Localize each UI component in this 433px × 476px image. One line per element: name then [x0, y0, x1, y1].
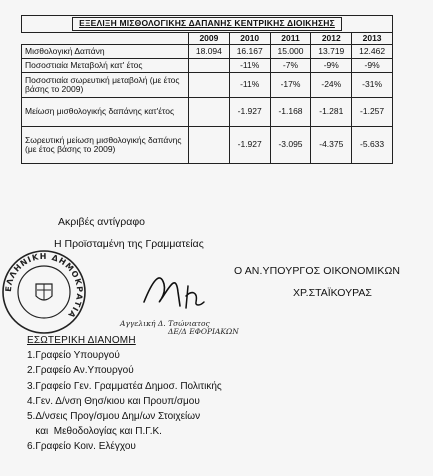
list-item: 2.Γραφείο Αν.Υπουργού	[27, 365, 134, 377]
list-item: 6.Γραφείο Κοιν. Ελέγχου	[27, 441, 136, 453]
secretariat-head-label: Η Προϊσταμένη της Γραμματείας	[54, 238, 204, 250]
table-cell: 12.462	[352, 45, 393, 59]
table-cell: -9%	[311, 59, 352, 73]
table-row	[22, 98, 393, 127]
coat-of-arms-icon	[36, 284, 52, 300]
signer-name: ΧΡ.ΣΤΑΪΚΟΥΡΑΣ	[293, 287, 372, 299]
table-cell: -4.375	[311, 127, 352, 164]
table-cell: -7%	[270, 59, 311, 73]
row-label: Σωρευτική μείωση μισθολογικής δαπάνης (με έτος βάσης το 2009)	[22, 127, 189, 164]
table-cell	[189, 98, 230, 127]
list-item: 3.Γραφείο Γεν. Γραμματέα Δημοσ. Πολιτικής	[27, 380, 222, 392]
distribution-title: ΕΣΩΤΕΡΙΚΗ ΔΙΑΝΟΜΗ	[27, 335, 136, 346]
official-stamp	[0, 248, 88, 336]
true-copy-label: Ακριβές αντίγραφο	[58, 216, 145, 228]
year-header: 2010	[229, 32, 270, 45]
table-cell	[189, 73, 230, 98]
handwritten-signature	[140, 262, 240, 314]
internal-distribution	[27, 333, 222, 455]
handwritten-name: Αγγελική Δ. Τσώνιατος	[120, 319, 210, 328]
row-label: Μείωση μισθολογικής δαπάνης κατ'έτος	[22, 98, 189, 127]
list-item: και Μεθοδολογίας και Π.Γ.Κ.	[27, 426, 162, 438]
year-header: 2012	[311, 32, 352, 45]
table-cell: -24%	[311, 73, 352, 98]
table-cell: -5.633	[352, 127, 393, 164]
row-label: Μισθολογική Δαπάνη	[22, 45, 189, 59]
table-cell: -31%	[352, 73, 393, 98]
table-cell: 16.167	[229, 45, 270, 59]
table-cell: -1.168	[270, 98, 311, 127]
year-header: 2011	[270, 32, 311, 45]
list-item: 4.Γεν. Δ/νση Θησ/κιου και Προυπ/σμου	[27, 395, 200, 407]
handwritten-dept: ΔΕ/Δ ΕΦΟΡΙΑΚΩΝ	[168, 327, 239, 337]
table-cell: -1.281	[311, 98, 352, 127]
year-header-row	[22, 32, 393, 45]
table-cell: 18.094	[189, 45, 230, 59]
stamp-text: ΕΛΛΗΝΙΚΗ ΔΗΜΟΚΡΑΤΙΑ	[3, 251, 85, 321]
table-title-cell	[22, 16, 393, 33]
table-cell: -1.927	[229, 98, 270, 127]
table-cell: 15.000	[270, 45, 311, 59]
year-header: 2009	[189, 32, 230, 45]
header-blank-cell	[22, 32, 189, 45]
table-row	[22, 45, 393, 59]
table-row	[22, 127, 393, 164]
list-item: 5.Δ/νσεις Προγ/σμου Δημ/ων Στοιχείων	[27, 410, 201, 422]
row-label: Ποσοστιαία σωρευτική μεταβολή (με έτος βάσης το 2009)	[22, 73, 189, 98]
table-cell	[189, 127, 230, 164]
table-cell: -1.257	[352, 98, 393, 127]
table-cell: -9%	[352, 59, 393, 73]
table-cell: -11%	[229, 73, 270, 98]
table-cell: -11%	[229, 59, 270, 73]
table-cell: 13.719	[311, 45, 352, 59]
table-cell: -17%	[270, 73, 311, 98]
list-item: 1.Γραφείο Υπουργού	[27, 350, 120, 362]
year-header: 2013	[352, 32, 393, 45]
table-row	[22, 59, 393, 73]
table-title: ΕΞΕΛΙΞΗ ΜΙΣΘΟΛΟΓΙΚΗΣ ΔΑΠΑΝΗΣ ΚΕΝΤΡΙΚΗΣ ΔΙΟΙΚΗΣΗΣ	[72, 17, 342, 31]
row-label: Ποσοστιαία Μεταβολή κατ' έτος	[22, 59, 189, 73]
table-row	[22, 73, 393, 98]
table-cell	[189, 59, 230, 73]
table-cell: -1.927	[229, 127, 270, 164]
signer-title: Ο ΑΝ.ΥΠΟΥΡΓΟΣ ΟΙΚΟΝΟΜΙΚΩΝ	[234, 265, 401, 277]
salary-expense-table	[21, 15, 393, 164]
table-cell: -3.095	[270, 127, 311, 164]
